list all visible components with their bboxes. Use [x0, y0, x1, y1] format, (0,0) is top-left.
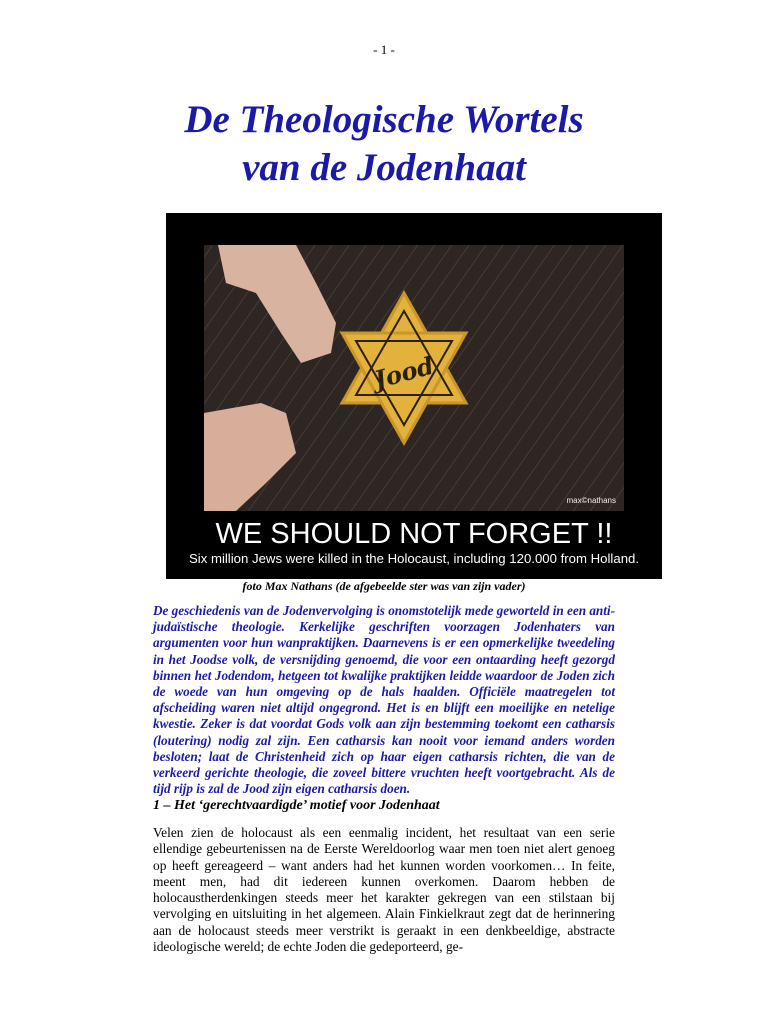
title-line-2: van de Jodenhaat — [242, 146, 526, 189]
badge-text: Jood — [371, 350, 437, 395]
body-paragraph: Velen zien de holocaust als een eenmalig incident, het resultaat van een serie ellendige gebeurtenissen na de Eerste Wereldoorlog waar men toen niet alert genoeg op heeft gereageerd – want anders had het kunnen worden voorkomen… In feite, meent men, had dit iedereen kunnen overkomen. Daarom hebben de holocaustherdenkingen steeds meer het karakter gekregen van een stilstaan bij vervolging en uitsluiting in het algemeen. Alain Finkielkraut zegt dat de herinnering aan de holocaust steeds meer verstrikt is geraakt in een denkbeeldige, abstracte ideologische wereld; de echte Joden die gedeporteerd, ge- — [153, 825, 615, 955]
poster-subline: Six million Jews were killed in the Holocaust, including 120.000 from Holland. — [188, 551, 640, 566]
poster-photo-svg — [166, 213, 662, 579]
poster-photo — [166, 213, 662, 579]
photo-watermark: max©nathans — [566, 496, 616, 505]
intro-paragraph: De geschiedenis van de Jodenvervolging is onomstotelijk mede geworteld in een anti-judaïstische theologie. Kerkelijke geschriften voorzagen Jodenhaters van argumenten voor hun wanpraktijken. Daarnevens is er een opmerkelijke tweedeling in het Joodse volk, de versnijding genoemd, die voor een ontaarding heeft gezorgd binnen het Jodendom, hetgeen tot kwalijke praktijken leidde waardoor de Joden zich de woede van hun omgeving op de hals haalden. Officiële maatregelen tot afscheiding waren niet altijd ongegrond. Het is en blijft een moeilijke en netelige kwestie. Zeker is dat voordat Gods volk aan zijn bestemming toekomt een catharsis (loutering) nodig zal zijn. Een catharsis kan nooit voor iemand anders worden besloten; laat de Christenheid zich op haar eigen catharsis richten, die van de verkeerd gerichte theologie, die zoveel bittere vruchten heeft voortgebracht. Als de tijd rijp is zal de Jood zijn eigen catharsis doen. — [153, 603, 615, 797]
photo-caption: foto Max Nathans (de afgebeelde ster was van zijn vader) — [242, 579, 526, 593]
poster-headline: WE SHOULD NOT FORGET !! — [215, 518, 613, 550]
document-title — [0, 96, 768, 192]
title-line-1: De Theologische Wortels — [184, 98, 584, 141]
page-number: - 1 - — [373, 42, 395, 57]
section-heading: 1 – Het ‘gerechtvaardigde’ motief voor Jodenhaat — [153, 798, 440, 813]
